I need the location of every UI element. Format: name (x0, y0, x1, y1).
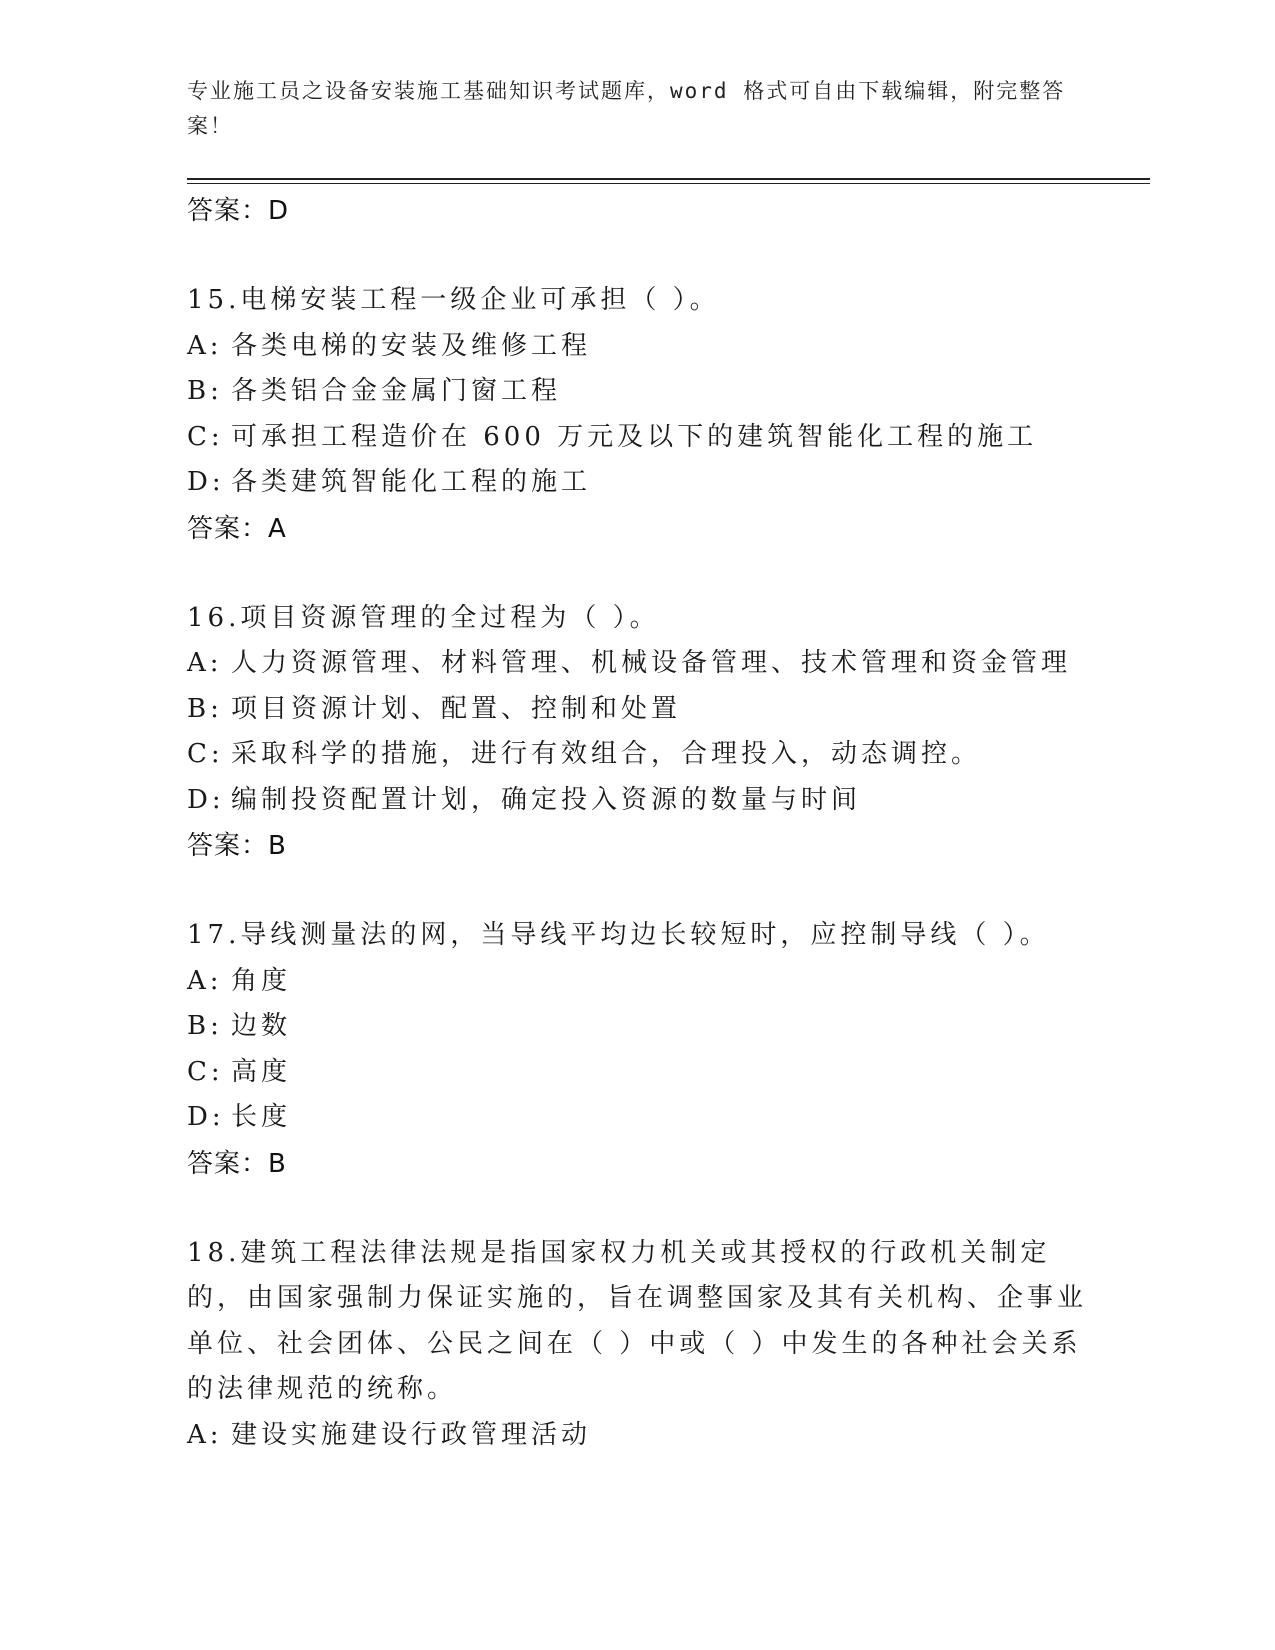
option-key: A: (187, 965, 223, 996)
option-a (187, 324, 1087, 370)
option-a (187, 959, 1087, 1005)
option-key: B: (187, 1011, 223, 1041)
option-text: 人力资源管理、材料管理、机械设备管理、技术管理和资金管理 (231, 648, 1072, 678)
answer-line: 答案：B (187, 831, 287, 861)
option-text: 各类建筑智能化工程的施工 (231, 467, 592, 497)
option-text: 建设实施建设行政管理活动 (231, 1419, 592, 1450)
question-stem: 18.建筑工程法律法规是指国家权力机关或其授权的行政机关制定的，由国家强制力保证实施的，旨在调整国家及其有关机构、企事业单位、社会团体、公民之间在（ ）中或（ ）中发生的各种社会关系的法律规范的统称。 (187, 1237, 1088, 1404)
header-divider-thin (187, 183, 1150, 184)
option-key: A: (187, 648, 223, 678)
answer-line: 答案：D (187, 196, 290, 226)
option-a (187, 641, 1087, 687)
question-stem: 17.导线测量法的网，当导线平均边长较短时，应控制导线（ ）。 (187, 920, 1050, 950)
option-key: C: (187, 421, 224, 452)
answer-line: 答案：A (187, 513, 287, 544)
option-key: D: (187, 467, 225, 497)
option-text: 边数 (231, 1011, 292, 1041)
option-key: B: (187, 376, 223, 406)
option-b (187, 1004, 1087, 1050)
option-key: A: (187, 330, 223, 361)
option-key: C: (187, 739, 224, 769)
option-text: 可承担工程造价在 600 万元及以下的建筑智能化工程的施工 (231, 421, 1038, 452)
option-b (187, 687, 1087, 733)
question-15 (187, 278, 1087, 552)
header-divider (187, 178, 1150, 180)
page-header: 专业施工员之设备安装施工基础知识考试题库，word 格式可自由下载编辑，附完整答案！ (187, 79, 1066, 138)
option-key: D: (187, 1102, 225, 1132)
option-text: 项目资源计划、配置、控制和处置 (231, 693, 682, 724)
option-d (187, 778, 1087, 824)
option-key: B: (187, 693, 223, 724)
option-d (187, 1095, 1087, 1141)
question-stem: 15.电梯安装工程一级企业可承担（ ）。 (187, 285, 720, 315)
option-c (187, 1050, 1087, 1096)
question-17 (187, 913, 1087, 1187)
question-18 (187, 1231, 1087, 1459)
option-text: 采取科学的措施，进行有效组合，合理投入，动态调控。 (231, 739, 982, 769)
option-b (187, 369, 1087, 415)
option-text: 高度 (231, 1056, 292, 1087)
option-text: 编制投资配置计划，确定投入资源的数量与时间 (231, 784, 862, 815)
option-text: 角度 (231, 965, 292, 996)
option-key: C: (187, 1056, 224, 1087)
option-text: 各类电梯的安装及维修工程 (231, 330, 592, 361)
answer-line: 答案：B (187, 1148, 287, 1179)
option-key: A: (187, 1419, 223, 1450)
option-text: 长度 (231, 1102, 292, 1132)
option-text: 各类铝合金金属门窗工程 (231, 376, 562, 406)
question-list (187, 188, 1087, 1458)
question-stem: 16.项目资源管理的全过程为（ ）。 (187, 602, 660, 633)
option-c (187, 732, 1087, 778)
option-a (187, 1413, 1087, 1459)
option-c (187, 415, 1087, 461)
option-key: D: (187, 784, 225, 815)
option-d (187, 460, 1087, 506)
question-16 (187, 596, 1087, 870)
